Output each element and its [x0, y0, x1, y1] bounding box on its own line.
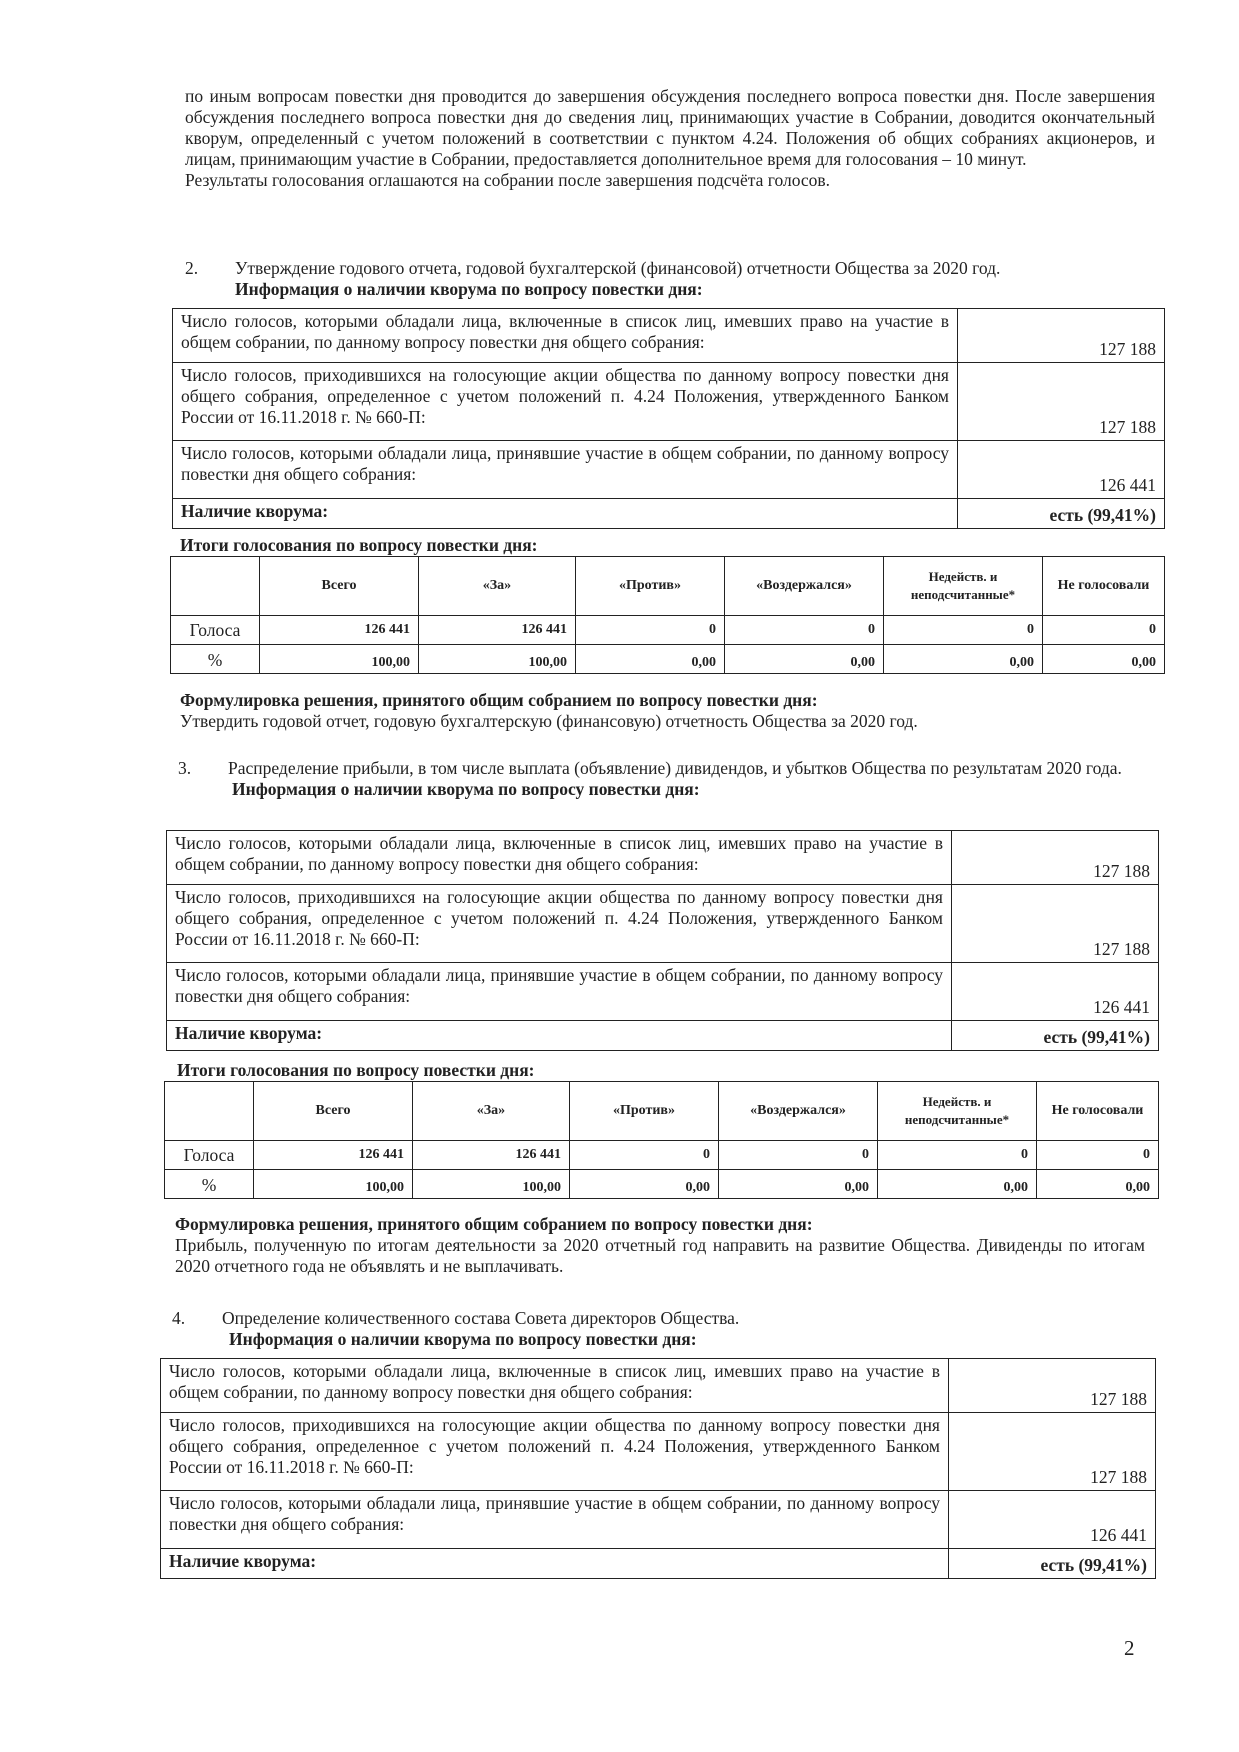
decision-text: Прибыль, полученную по итогам деятельности за 2020 отчетный год направить на развитие Общества. Дивиденды по итогам 2020 отчетного года не объявлять и не выплачивать. [175, 1235, 1145, 1276]
decision-text: Утвердить годовой отчет, годовую бухгалтерскую (финансовую) отчетность Общества за 2020 год. [180, 711, 918, 731]
row-label: Голоса [165, 1141, 254, 1170]
cell-value: 126 441 [260, 616, 419, 645]
col-header: Всего [260, 557, 419, 616]
quorum-row-label: Число голосов, приходившихся на голосующие акции общества по данному вопросу повестки дня общего собрания, определенное с учетом положений п. 4.24 Положения, утвержденного Банком России от 16.11.2018 г. № 660-П: [161, 1413, 949, 1491]
corner-cell [171, 557, 260, 616]
col-header-line: неподсчитанные* [910, 587, 1016, 602]
cell-value: 126 441 [419, 616, 576, 645]
row-label: Голоса [171, 616, 260, 645]
col-header: «Против» [576, 557, 725, 616]
section-3 [178, 758, 1150, 800]
results-heading: Итоги голосования по вопросу повестки дня: [180, 535, 538, 555]
col-header: «Воздержался» [725, 557, 884, 616]
results-heading: Итоги голосования по вопросу повестки дня: [177, 1060, 535, 1080]
quorum-status: есть (99,41%) [958, 499, 1165, 529]
quorum-row-label: Число голосов, которыми обладали лица, принявшие участие в общем собрании, по данному вопросу повестки дня общего собрания: [167, 963, 952, 1021]
col-header: Не голосовали [1043, 557, 1165, 616]
intro-paragraph: по иным вопросам повестки дня проводится до завершения обсуждения последнего вопроса повестки дня. После завершения обсуждения последнего вопроса повестки дня до сведения лиц, принимающих участие в Собрании, доводится окончательный кворум, определенный с учетом положений в соответствии с пунктом 4.24. Положения об общих собраниях акционеров, и лицам, принимающим участие в Собрании, предоставляется дополнительное время для голосования – 10 минут. [185, 86, 1155, 169]
col-header: Всего [254, 1082, 413, 1141]
cell-value: 0 [878, 1141, 1037, 1170]
quorum-status: есть (99,41%) [952, 1021, 1159, 1051]
quorum-row-value: 127 188 [958, 363, 1165, 441]
row-label: % [165, 1170, 254, 1199]
quorum-row-label: Наличие кворума: [167, 1021, 952, 1051]
quorum-status: есть (99,41%) [949, 1549, 1156, 1579]
cell-value: 0 [884, 616, 1043, 645]
corner-cell [165, 1082, 254, 1141]
decision-heading: Формулировка решения, принятого общим собранием по вопросу повестки дня: [180, 690, 818, 710]
cell-value: 0 [1043, 616, 1165, 645]
section-number: 3. [178, 758, 192, 778]
decision-block [180, 690, 1165, 732]
cell-value: 0 [570, 1141, 719, 1170]
cell-value: 0 [1037, 1141, 1159, 1170]
col-header-line: неподсчитанные* [904, 1112, 1010, 1127]
quorum-row-value: 126 441 [952, 963, 1159, 1021]
quorum-row-value: 127 188 [952, 885, 1159, 963]
cell-value: 0,00 [570, 1170, 719, 1199]
quorum-row-value: 127 188 [949, 1359, 1156, 1413]
quorum-row-value: 127 188 [958, 309, 1165, 363]
voting-results-table [170, 556, 1165, 674]
quorum-row-label: Число голосов, приходившихся на голосующие акции общества по данному вопросу повестки дня общего собрания, определенное с учетом положений п. 4.24 Положения, утвержденного Банком России от 16.11.2018 г. № 660-П: [167, 885, 952, 963]
quorum-table [172, 308, 1165, 529]
decision-block [175, 1214, 1145, 1277]
row-label: % [171, 645, 260, 674]
quorum-row-value: 127 188 [949, 1413, 1156, 1491]
cell-value: 100,00 [254, 1170, 413, 1199]
cell-value: 0,00 [1037, 1170, 1159, 1199]
cell-value: 100,00 [413, 1170, 570, 1199]
cell-value: 0,00 [576, 645, 725, 674]
quorum-row-label: Число голосов, которыми обладали лица, включенные в список лиц, имевших право на участие в общем собрании, по данному вопросу повестки дня общего собрания: [161, 1359, 949, 1413]
col-header-line: Недейств. и [928, 569, 998, 584]
intro-text [185, 86, 1155, 191]
quorum-row-label: Число голосов, приходившихся на голосующие акции общества по данному вопросу повестки дня общего собрания, определенное с учетом положений п. 4.24 Положения, утвержденного Банком России от 16.11.2018 г. № 660-П: [173, 363, 958, 441]
cell-value: 0 [725, 616, 884, 645]
section-title: Распределение прибыли, в том числе выплата (объявление) дивидендов, и убытков Общества по результатам 2020 года. [228, 758, 1122, 778]
quorum-info-heading: Информация о наличии кворума по вопросу повестки дня: [229, 1329, 697, 1349]
quorum-row-label: Число голосов, которыми обладали лица, включенные в список лиц, имевших право на участие в общем собрании, по данному вопросу повестки дня общего собрания: [173, 309, 958, 363]
cell-value: 126 441 [254, 1141, 413, 1170]
quorum-row-label: Число голосов, которыми обладали лица, принявшие участие в общем собрании, по данному вопросу повестки дня общего собрания: [173, 441, 958, 499]
quorum-row-value: 127 188 [952, 831, 1159, 885]
section-number: 4. [172, 1308, 186, 1328]
cell-value: 0,00 [719, 1170, 878, 1199]
section-title: Утверждение годового отчета, годовой бухгалтерской (финансовой) отчетности Общества за 2020 год. [235, 258, 1001, 278]
cell-value: 0,00 [878, 1170, 1037, 1199]
cell-value: 100,00 [260, 645, 419, 674]
quorum-info-heading: Информация о наличии кворума по вопросу повестки дня: [232, 779, 700, 799]
col-header: «Воздержался» [719, 1082, 878, 1141]
voting-results-table [164, 1081, 1159, 1199]
cell-value: 126 441 [413, 1141, 570, 1170]
section-number: 2. [185, 258, 199, 278]
cell-value: 100,00 [419, 645, 576, 674]
section-title: Определение количественного состава Совета директоров Общества. [222, 1308, 740, 1328]
cell-value: 0 [576, 616, 725, 645]
col-header [884, 557, 1043, 616]
quorum-row-label: Наличие кворума: [161, 1549, 949, 1579]
quorum-row-label: Число голосов, которыми обладали лица, включенные в список лиц, имевших право на участие в общем собрании, по данному вопросу повестки дня общего собрания: [167, 831, 952, 885]
intro-results-note: Результаты голосования оглашаются на собрании после завершения подсчёта голосов. [185, 170, 831, 190]
col-header: Не голосовали [1037, 1082, 1159, 1141]
col-header [878, 1082, 1037, 1141]
quorum-row-value: 126 441 [958, 441, 1165, 499]
quorum-row-value: 126 441 [949, 1491, 1156, 1549]
quorum-table [160, 1358, 1156, 1579]
cell-value: 0,00 [725, 645, 884, 674]
cell-value: 0 [719, 1141, 878, 1170]
cell-value: 0,00 [884, 645, 1043, 674]
quorum-info-heading: Информация о наличии кворума по вопросу повестки дня: [235, 279, 703, 299]
page-number: 2 [1124, 1636, 1135, 1660]
col-header: «Против» [570, 1082, 719, 1141]
quorum-table [166, 830, 1159, 1051]
col-header-line: Недейств. и [922, 1094, 992, 1109]
section-4 [172, 1308, 1144, 1350]
col-header: «За» [419, 557, 576, 616]
quorum-row-label: Наличие кворума: [173, 499, 958, 529]
col-header: «За» [413, 1082, 570, 1141]
quorum-row-label: Число голосов, которыми обладали лица, принявшие участие в общем собрании, по данному вопросу повестки дня общего собрания: [161, 1491, 949, 1549]
decision-heading: Формулировка решения, принятого общим собранием по вопросу повестки дня: [175, 1214, 813, 1234]
section-2 [185, 258, 1165, 300]
cell-value: 0,00 [1043, 645, 1165, 674]
